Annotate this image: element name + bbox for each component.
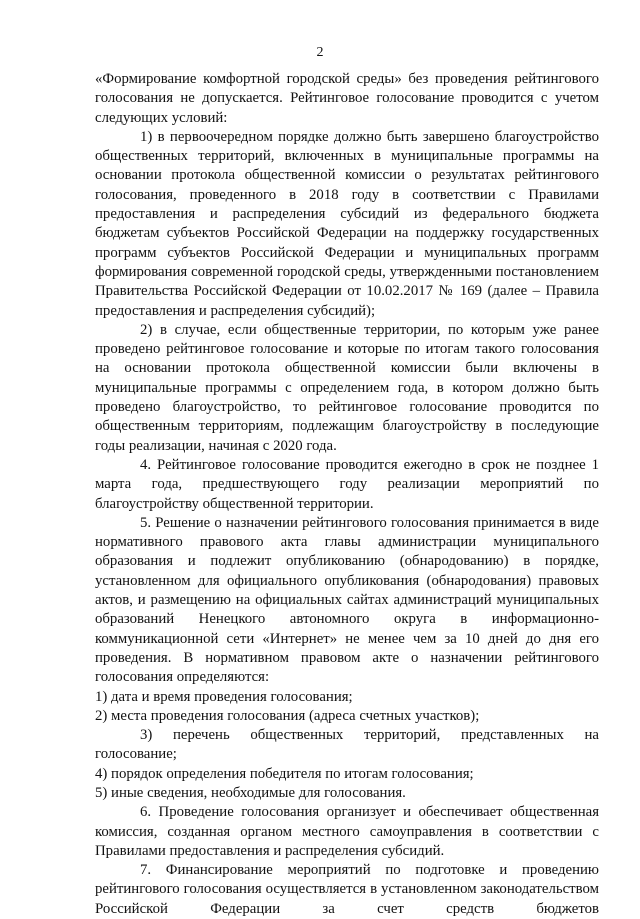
paragraph-item-7: 7. Финансирование мероприятий по подготовке и проведению рейтингового голосования осуществляется в установленном законодательством Российской Федерации за счет средств бюджетов: [95, 862, 599, 917]
list-item-2: 2) места проведения голосования (адреса счетных участков);: [95, 707, 480, 724]
list-item-4: 4) порядок определения победителя по итогам голосования;: [95, 765, 474, 782]
paragraph-item-6: 6. Проведение голосования организует и обеспечивает общественная комиссия, созданная органом местного самоуправления в соответствии с Правилами предоставления и распределения субсидий.: [95, 804, 599, 859]
paragraph-condition-2: 2) в случае, если общественные территории, по которым уже ранее проведено рейтинговое голосование и которые по итогам такого голосования на основании протокола общественной комиссии были включены в муниципальные программы с определением года, в котором должно быть проведено благоустройство, то рейтинговое голосование проводится по общественным территориям, подлежащим благоустройству в последующие годы реализации, начиная с 2020 года.: [95, 321, 599, 454]
paragraph-intro: «Формирование комфортной городской среды» без проведения рейтингового голосования не допускается. Рейтинговое голосование проводится с учетом следующих условий:: [95, 71, 599, 126]
page-number: 2: [316, 45, 324, 60]
document-body: [95, 70, 599, 919]
list-item-1: 1) дата и время проведения голосования;: [95, 688, 353, 705]
paragraph-condition-1: 1) в первоочередном порядке должно быть завершено благоустройство общественных территорий, включенных в муниципальные программы на основании протокола общественной комиссии о результатах рейтингового голосования, проведенного в 2018 году в соответствии с Правилами предоставления и распределения субсидий из федерального бюджета бюджетам субъектов Российской Федерации на поддержку государственных программ субъектов Российской Федерации и муниципальных программ формирования современной городской среды, утвержденными постановлением Правительства Российской Федерации от 10.02.2017 № 169 (далее – Правила предоставления и распределения субсидий);: [95, 128, 599, 319]
paragraph-item-4: 4. Рейтинговое голосование проводится ежегодно в срок не позднее 1 марта года, предшествующего году реализации мероприятий по благоустройству общественной территории.: [95, 456, 599, 512]
paragraph-item-5: 5. Решение о назначении рейтингового голосования принимается в виде нормативного правового акта главы администрации муниципального образования и подлежит опубликованию (обнародованию) в порядке, установленном для официального опубликования (обнародования) правовых актов, и размещению на официальных сайтах администраций муниципальных образований Ненецкого автономного округа в информационно-коммуникационной сети «Интернет» не менее чем за 10 дней до дня его проведения. В нормативном правовом акте о назначении рейтингового голосования определяются:: [95, 514, 599, 686]
list-item-3: 3) перечень общественных территорий, представленных на голосование;: [95, 727, 599, 763]
list-item-5: 5) иные сведения, необходимые для голосования.: [95, 784, 406, 801]
